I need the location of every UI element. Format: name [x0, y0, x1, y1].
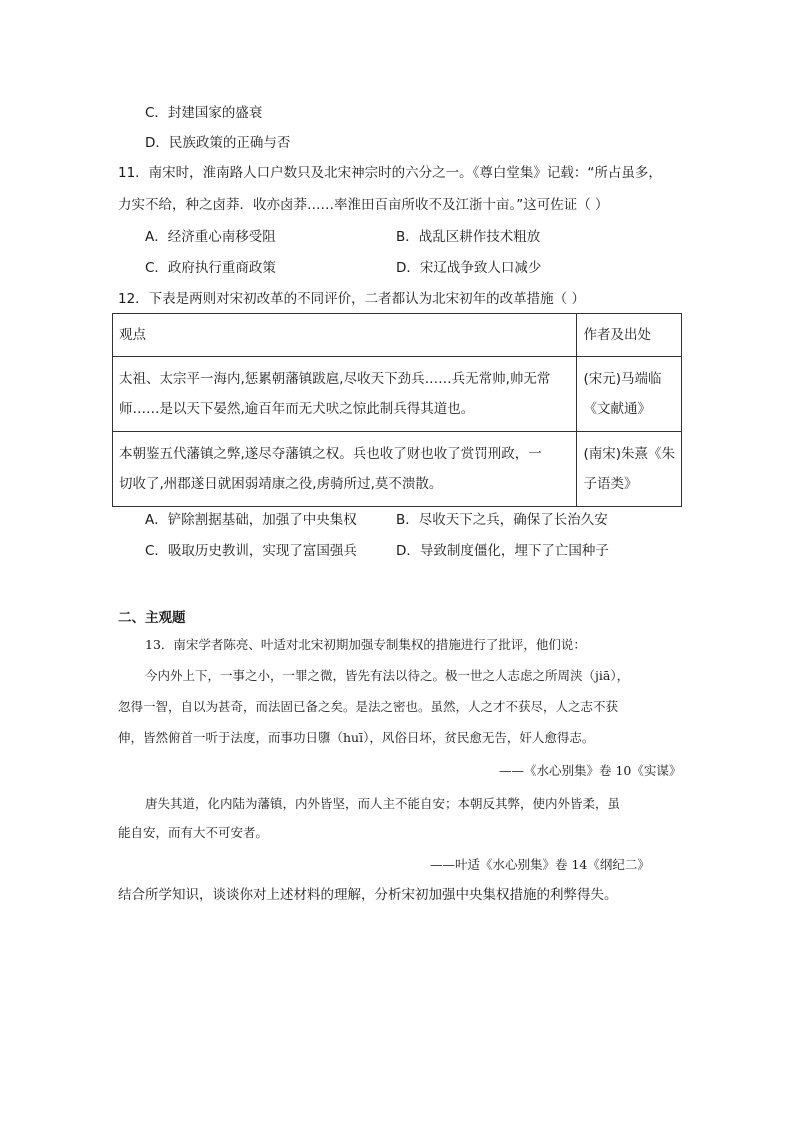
- q13-passage2-line-2: 能自安，而有大不可安者。: [118, 825, 269, 840]
- table-row: [113, 357, 682, 432]
- q10-option-c: C．封建国家的盛衰: [145, 105, 263, 121]
- q12-option-c: C．吸取历史教训，实现了富国强兵: [145, 543, 357, 559]
- q12-option-b: B．尽收天下之兵，确保了长治久安: [396, 512, 608, 528]
- q13-passage1-line-2: 忽得一智，自以为甚奇，而法固已备之矣。是法之密也。虽然，人之才不获尽，人之志不获: [118, 699, 619, 714]
- q13-passage1-line-1: 今内外上下，一事之小，一罪之微，皆先有法以待之。极一世之人志虑之所周浃（jiā），: [145, 668, 630, 683]
- table-cell-source: [577, 357, 682, 432]
- q11-option-a: A．经济重心南移受阻: [145, 229, 276, 245]
- table-header-source: 作者及出处: [577, 314, 682, 357]
- table-row: [113, 432, 682, 507]
- table-cell-view: [113, 432, 577, 507]
- q10-option-d: D．民族政策的正确与否: [145, 135, 291, 151]
- q11-option-c: C．政府执行重商政策: [145, 260, 276, 276]
- q11-stem-line-2: 力实不给，种之卤莽．收亦卤莽……率淮田百亩所收不及江浙十亩。”这可佐证（ ）: [118, 197, 609, 213]
- table-header-row: [113, 314, 682, 357]
- view-text-line: 师……是以天下晏然,逾百年而无犬吠之惊此制兵得其道也。: [119, 401, 475, 417]
- table-cell-view: [113, 357, 577, 432]
- q11-option-b: B．战乱区耕作技术粗放: [396, 229, 541, 245]
- source-text-line: 《文献通》: [583, 401, 651, 417]
- q12-option-a: A．铲除割据基础，加强了中央集权: [145, 512, 357, 528]
- q13-passage2-source: ——叶适《水心别集》卷 14《纲纪二》: [430, 857, 650, 872]
- q13-passage2-line-1: 唐失其道，化内陆为藩镇，内外皆坚，而人主不能自安；本朝反其弊，使内外皆柔，虽: [145, 796, 621, 811]
- source-text-line: (南宋)朱熹《朱: [583, 446, 675, 462]
- q12-table: [112, 313, 682, 507]
- q12-stem: 12．下表是两则对宋初改革的不同评价，二者都认为北宋初年的改革措施（ ）: [118, 291, 585, 307]
- source-text-line: (宋元)马端临: [583, 371, 662, 387]
- table-header-view: 观点: [113, 314, 577, 357]
- view-text-line: 切收了,州郡遂日就困弱靖康之役,虏骑所过,莫不溃散。: [119, 476, 443, 492]
- q13-question: 结合所学知识，谈谈你对上述材料的理解，分析宋初加强中央集权措施的利弊得失。: [118, 887, 618, 903]
- view-text-line: 太祖、太宗平一海内,惩累朝藩镇跋扈,尽收天下劲兵……兵无常帅,帅无常: [119, 371, 551, 387]
- q11-stem-line-1: 11．南宋时，淮南路人口户数只及北宋神宗时的六分之一。《尊白堂集》记载：“所占虽多，: [118, 165, 662, 181]
- table-cell-source: [577, 432, 682, 507]
- q12-option-d: D．导致制度僵化，埋下了亡国种子: [396, 543, 609, 559]
- section-heading: 二、主观题: [118, 610, 186, 626]
- q11-option-d: D．宋辽战争致人口减少: [396, 260, 542, 276]
- view-text-line: 本朝鉴五代藩镇之弊,遂尽夺藩镇之权。兵也收了财也收了赏罚刑政，一: [119, 446, 542, 462]
- source-text-line: 子语类》: [583, 476, 638, 492]
- q13-intro: 13．南宋学者陈亮、叶适对北宋初期加强专制集权的措施进行了批评，他们说：: [145, 637, 586, 652]
- q13-passage1-source: ——《水心别集》卷 10《实谋》: [499, 763, 682, 778]
- q13-passage1-line-3: 伸，皆然俯首一听于法度，而事功日隳（huī），风俗日坏，贫民愈无告，奸人愈得志。: [118, 730, 595, 745]
